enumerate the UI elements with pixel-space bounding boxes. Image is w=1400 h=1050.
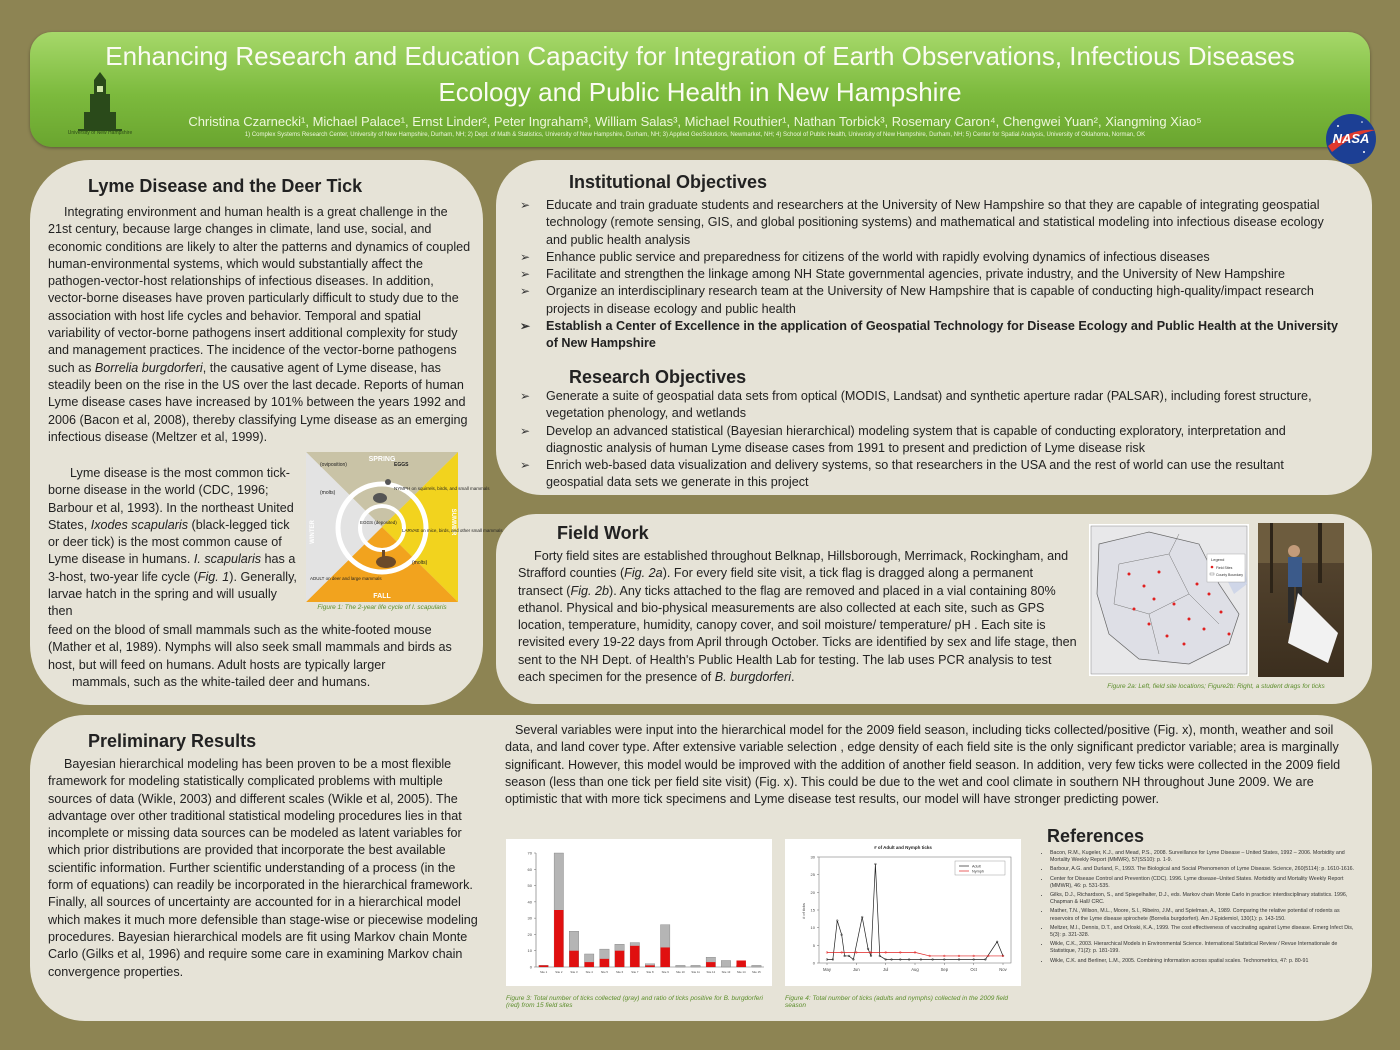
- bar-category-label: Site 11: [691, 970, 700, 974]
- references-heading: References: [1047, 826, 1145, 846]
- fig3-chart-box: [506, 839, 772, 986]
- label-molts-2: (molts): [412, 560, 428, 566]
- res-objective-1: ➢ Generate a suite of geospatial data sets from optical (MODIS, Landsat) and synthetic aperture radar (PALSAR), including forest structure, vegetation phenology, and wetlands: [518, 388, 1338, 423]
- line-y-tick-label: 5: [812, 942, 815, 948]
- map-legend-title: Legend: [1211, 557, 1225, 562]
- references-list-container: [1040, 850, 1358, 967]
- legend-label-nymph: Nymph: [972, 869, 985, 874]
- res-objectives-list: [518, 388, 1338, 492]
- bar-category-label: Site 4: [585, 970, 593, 974]
- line-x-tick-label: Nov: [999, 967, 1007, 972]
- inst-objective-5: ➢ Establish a Center of Excellence in the application of Geospatial Technology for Disease Ecology and Public Health at the University of New Hampshire: [518, 318, 1338, 353]
- res-objective-3: ➢ Enrich web-based data visualization and delivery systems, so that researchers in the USA and the rest of world can use the resultant geospatial data sets we generate in this project: [518, 457, 1338, 492]
- season-fall: FALL: [373, 593, 391, 600]
- reference-4: • Gilks, D.J., Richardson, S., and Spiegelhalter, D.J., eds. Markov chain Monte Carlo in practice: interdisciplinary statistics. 1996, Chapman & Hall/ CRC.: [1050, 892, 1358, 906]
- lyme-paragraph-4: mammals, such as the white-tailed deer and humans.: [72, 675, 371, 689]
- fig4-chart-box: [785, 839, 1021, 986]
- field-site-map: [1089, 524, 1249, 676]
- line-y-tick-label: 0: [812, 960, 815, 966]
- lyme-heading: Lyme Disease and the Deer Tick: [88, 176, 363, 196]
- bar-y-tick-label: 50: [527, 883, 532, 889]
- map-legend-site-icon: [1211, 566, 1214, 569]
- legend-label-adult: Adult: [972, 864, 981, 869]
- deer-icon: [376, 556, 396, 568]
- reference-6: • Meltzer, M.I., Dennis, D.T., and Orloski, K.A., 1999. The cost effectiveness of vaccinating against Lyme disease. Emerg Infect Dis, 5(3): p. 321-328.: [1050, 925, 1358, 939]
- fieldwork-panel: [496, 514, 1372, 704]
- bar-positive: [736, 960, 745, 967]
- student-dragging-photo: [1258, 523, 1344, 677]
- fig4-caption: Figure 4: Total number of ticks (adults and nymphs) collected in the 2009 field season: [785, 995, 1009, 1009]
- bar-category-label: Site 8: [646, 970, 654, 974]
- lyme-panel: [30, 160, 503, 705]
- inst-objective-3: ➢ Facilitate and strengthen the linkage among NH State governmental agencies, private industry, and the University of New Hampshire: [518, 266, 1338, 283]
- label-nymph: NYMPH on squirrels, birds, and small mammals: [394, 486, 490, 491]
- nasa-logo: [1324, 112, 1378, 166]
- season-summer: SUMMER: [450, 508, 456, 536]
- inst-objective-4: ➢ Organize an interdisciplinary research team at the University of New Hampshire that is capable of conducting high-quality/impact research projects in disease ecology and public health: [518, 283, 1338, 318]
- bar-y-tick-label: 10: [527, 948, 532, 954]
- line-x-tick-label: Jun: [852, 967, 860, 972]
- line-y-tick-label: 25: [810, 872, 815, 878]
- bar-y-tick-label: 20: [527, 931, 532, 937]
- line-x-tick-label: Aug: [911, 967, 919, 972]
- line-x-tick-label: May: [823, 967, 831, 972]
- label-eggs: EGGS: [394, 462, 409, 468]
- series-line-nymph: [827, 952, 1003, 956]
- season-winter: WINTER: [310, 520, 316, 544]
- line-y-tick-label: 15: [810, 907, 815, 913]
- line-x-tick-label: Sep: [940, 967, 949, 972]
- bar-total: [691, 965, 700, 967]
- bar-category-label: Site 15: [752, 970, 761, 974]
- reference-2: • Barbour, A.G. and Durland, F., 1993. The Biological and Social Phenomenon of Lyme Disease. Science, 260(5114): p. 1610-1616.: [1050, 866, 1358, 873]
- objectives-panel: [496, 160, 1372, 495]
- bar-category-label: Site 13: [721, 970, 731, 974]
- unh-logo-text: University of New Hampshire: [67, 130, 133, 136]
- bar-positive: [615, 951, 624, 967]
- fieldwork-text: Forty field sites are established throughout Belknap, Hillsborough, Merrimack, Rockingham, and Strafford counties (Fig. 2a). For every field site visit, a tick flag is dragged along a permanent transect (Fig. 2b). Any ticks attached to the flag are removed and placed in a vial containing 80% ethanol. Physical and bio-physical measurements are also collected at each site, such as GPS location, temperature, humidity, canopy cover, and soil moisture/ temperature/ pH . Each site is revisited every 19-22 days from April through October. Ticks are identified by sex and life stage, then sent to the NH Dept. of Health's Public Health Lab for testing. The lab uses PCR analysis to test each specimen for the presence of B. burgdorferi.: [518, 549, 1077, 685]
- label-larvae: LARVAE on mice, birds, and other small mammals: [402, 528, 503, 533]
- bar-category-label: Site 5: [600, 970, 608, 974]
- bar-y-tick-label: 40: [527, 899, 532, 905]
- lyme-paragraph-3: feed on the blood of small mammals such as the white-footed mouse (Mather et al, 1989). Nymphs will also seek small mammals and birds as host, but will feed on humans. Adult hosts are typically larger: [48, 623, 452, 672]
- line-y-tick-label: 20: [810, 889, 815, 895]
- series-line-adult: [827, 864, 1003, 959]
- lyme-paragraph-1: Integrating environment and human health is a great challenge in the 21st century, because large changes in climate, land use, social, and economic conditions are likely to alter the patterns and dynamics of coupled human-environmental systems, which would substantially affect the pathogen-vector-host relationships of infectious diseases. In addition, vector-borne diseases have proven particularly difficult to study due to the association with host life cycles and behavior. Temporal and spatial variability of vector-borne pathogens insert additional complexity for study and management practices. The incidence of the vector-borne pathogens such as Borrelia burgdorferi, the causative agent of Lyme disease, has steadily been on the rise in the US over the last decade. Reports of human Lyme disease cases have increased by 101% between the years 1992 and 2006 (Bacon et al, 2008), thereby classifying Lyme disease as an emerging infectious disease (Meltzer et al, 1999).: [48, 205, 471, 444]
- bar-category-label: Site 1: [540, 970, 548, 974]
- fig1-caption: Figure 1: The 2-year life cycle of I. scapularis: [317, 604, 447, 611]
- lyme-paragraph-2: Lyme disease is the most common tick-borne disease in the world (CDC, 1996; Barbour et al, 1993). In the northeast United States, Ixodes scapularis (black-legged tick or deer tick) is the most common cause of Lyme disease in humans. I. scapularis has a 3-host, two-year life cycle (Fig. 1). Generally, larvae hatch in the spring and will usually then: [48, 466, 297, 619]
- label-adult: ADULT on deer and large mammals: [310, 576, 382, 581]
- results-left-text: Bayesian hierarchical modeling has been proven to be a most flexible framework for modeling statistically complicated problems with multiple sources of data (Wikle, 2003) and different scales (Wikle et al, 2005). The advantage over other traditional statistical modeling procedures lies in that incomplete or missing data sources can be modeled as latent variables for which prior distributions are provided that incorporate the best available scientific information. Further scientific understanding of a process (in the form of equations) can readily be incorporated in the hierarchical framework. Finally, all sources of uncertainty are accounted for in a hierarchical model which makes it much more defensible than stage-wise or piecewise modeling procedures. Bayesian hierarchical models are fit using Markov chain Monte Carlo (Gilks et al, 1996) and require some care in examining Markov chain convergence properties.: [48, 757, 478, 979]
- line-x-tick-label: Oct: [970, 967, 977, 972]
- reference-8: • Wikle, C.K. and Berliner, L.M., 2005. Combining information across spatial scales. Technometrics, 47: p. 80-91: [1050, 958, 1358, 965]
- egg-icon: [385, 479, 391, 485]
- fig4-line-chart: [785, 839, 1021, 986]
- bar-category-label: Site 3: [570, 970, 578, 974]
- bar-positive: [539, 965, 548, 967]
- line-chart-ylabel: # of ticks: [801, 903, 806, 919]
- bar-positive: [706, 962, 715, 967]
- title-banner: [30, 32, 1370, 147]
- season-spring: SPRING: [368, 456, 396, 463]
- bar-y-tick-label: 30: [527, 915, 532, 921]
- bar-y-tick-label: 70: [527, 850, 532, 856]
- inst-objective-1: ➢ Educate and train graduate students and researchers at the University of New Hampshire so that they are capable of integrating geospatial technology (remote sensing, GIS, and global positioning systems) and mathematical and statistical modeling into infectious disease ecology and public health analysis: [518, 197, 1338, 249]
- inst-objective-2: ➢ Enhance public service and preparedness for citizens of the world with rapidly evolving dynamics of infectious diseases: [518, 249, 1338, 266]
- bar-positive: [554, 910, 563, 967]
- bar-positive: [630, 946, 639, 967]
- bar-y-tick-label: 0: [529, 964, 532, 970]
- inst-objectives-list: [518, 197, 1338, 353]
- fig3-caption: Figure 3: Total number of ticks collected (gray) and ratio of ticks positive for B. burgdorferi (red) from 15 field sites: [506, 995, 763, 1009]
- fieldwork-heading: Field Work: [557, 523, 649, 543]
- bar-category-label: Site 7: [631, 970, 639, 974]
- bar-total: [676, 965, 685, 967]
- line-chart-title: # of Adult and Nymph ticks: [874, 845, 932, 850]
- bar-category-label: Site 9: [661, 970, 669, 974]
- nasa-logo-text: NASA: [1332, 131, 1370, 146]
- label-oviposition: (oviposition): [320, 462, 347, 468]
- reference-5: • Mather, T.N., Wilson, M.L., Moore, S.I., Ribeiro, J.M., and Spielman, A., 1989. Comparing the relative potential of rodents as reservoirs of the Lyme disease spirochete (Borrelia burgdorferi). Am J Epidemiol, 130(1): p. 143-150.: [1050, 908, 1358, 922]
- bar-category-label: Site 6: [616, 970, 624, 974]
- bar-y-tick-label: 60: [527, 866, 532, 872]
- bar-category-label: Site 12: [706, 970, 716, 974]
- bar-positive: [600, 959, 609, 967]
- reference-7: • Wikle, C.K., 2003. Hierarchical Models in Environmental Science. International Statistical Review / Revue Internationale de Statistique, 71(2): p. 181-199.: [1050, 941, 1358, 955]
- inst-objectives-heading: Institutional Objectives: [569, 172, 768, 192]
- fig2-caption: Figure 2a: Left, field site locations; Figure2b: Right, a student drags for ticks: [1107, 683, 1325, 690]
- bar-category-label: Site 10: [676, 970, 685, 974]
- authors: Christina Czarnecki¹, Michael Palace¹, Ernst Linder², Peter Ingraham³, William Salas³, Michael Routhier¹, Nathan Torbick³, Rosemary Caron⁴, Chengwei Yuan², Xiangming Xiao⁵: [188, 114, 1202, 129]
- line-y-tick-label: 30: [810, 854, 815, 860]
- poster-title: [70, 38, 1330, 110]
- mouse-icon: [373, 493, 387, 503]
- reference-1: • Bacon, R.M., Kugeler, K.J., and Mead, P.S., 2008. Surveillance for Lyme Disease – United States, 1992 – 2006. Morbidity and Mortality Weekly Report (MMWR), 57(SS10): p. 1-9.: [1050, 850, 1358, 864]
- bar-positive: [660, 947, 669, 967]
- affiliations: 1) Complex Systems Research Center, University of New Hampshire, Durham, NH; 2) Dept. of Math & Statistics, University of New Hampshire, Durham, NH; 3) Applied GeoSolutions, Newmarket, NH; 4) School of Public Health, University of New Hampshire, Durham, NH; 5) Center for Spatial Analysis, University of Oklahoma, Norman, OK: [244, 132, 1146, 138]
- bar-category-label: Site 14: [736, 970, 746, 974]
- title-line-2: Ecology and Public Health in New Hampshire: [438, 77, 962, 107]
- label-eggs-deposited: EGGS (deposited): [360, 520, 397, 525]
- bar-total: [752, 965, 761, 967]
- bar-positive: [569, 951, 578, 967]
- res-objective-2: ➢ Develop an advanced statistical (Bayesian hierarchical) modeling system that is capable of conducting exploratory, interpretation and diagnostic analysis of human Lyme disease cases from 1991 to present and prediction of Lyme disease risk: [518, 423, 1338, 458]
- line-x-tick-label: Jul: [882, 967, 889, 972]
- label-molts: (molts): [320, 490, 336, 496]
- map-legend-item-1: Field Sites: [1216, 566, 1233, 570]
- title-line-1: Enhancing Research and Education Capacity for Integration of Earth Observations, Infectious Diseases: [105, 41, 1295, 71]
- bar-category-label: Site 2: [555, 970, 563, 974]
- results-right-text: Several variables were input into the hierarchical model for the 2009 field season, including ticks collected/positive (Fig. x), month, weather and soil data, and land cover type. After extensive variable selection , edge density of each field site is the only significant predictor variable; area is marginally significant. However, this model would be improved with the addition of another field season. In addition, very few ticks were collected in the 2009 field season (less than one tick per field site visit) (Fig. x). This could be due to the wet and cool climate in southern NH throughout June 2009. We are optimistic that with more tick specimens and Lyme disease test results, our model will have stronger predicting power.: [505, 723, 1341, 807]
- fig3-bar-chart: [506, 839, 772, 986]
- line-y-tick-label: 10: [810, 925, 815, 931]
- bar-total: [721, 960, 730, 967]
- bar-positive: [645, 965, 654, 967]
- map-legend-item-2: County Boundary: [1216, 573, 1244, 577]
- tick-lifecycle-diagram: [306, 452, 503, 602]
- references-list: [1040, 850, 1358, 965]
- bar-positive: [584, 962, 593, 967]
- res-objectives-heading: Research Objectives: [569, 367, 747, 387]
- reference-3: • Center for Disease Control and Prevention (CDC). 1996. Lyme disease–United States. Morbidity and Mortality Weekly Report (MMWR), 46: p. 531-535.: [1050, 876, 1358, 890]
- results-heading: Preliminary Results: [88, 731, 257, 751]
